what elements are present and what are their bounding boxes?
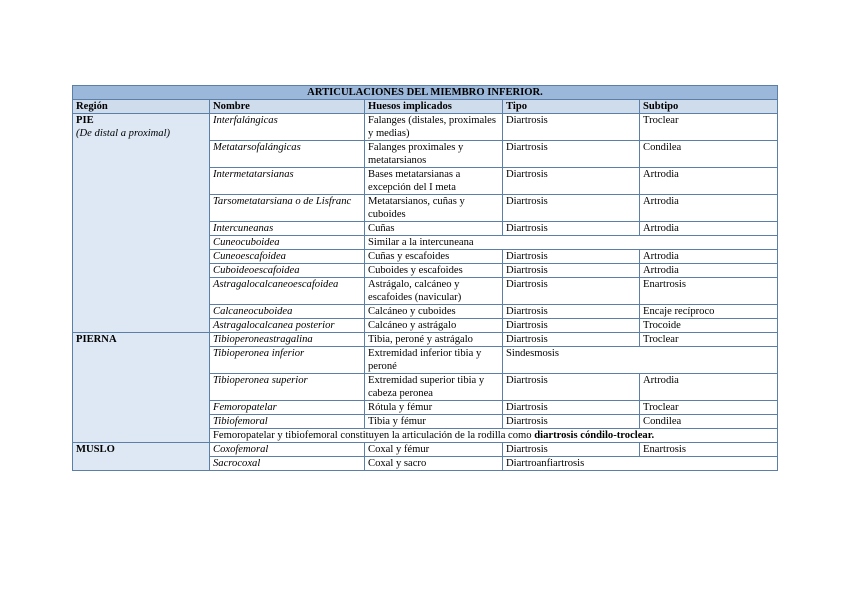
joint-name: Tibioperoneastragalina: [210, 333, 365, 347]
header-tipo: Tipo: [503, 100, 640, 114]
bones-cell: Rótula y fémur: [365, 401, 503, 415]
subtype-cell: Artrodia: [640, 264, 778, 278]
bones-cell: Calcáneo y cuboides: [365, 305, 503, 319]
type-cell: Diartrosis: [503, 333, 640, 347]
knee-note-cell: [210, 429, 778, 443]
header-huesos: Huesos implicados: [365, 100, 503, 114]
subtype-cell: Trocoide: [640, 319, 778, 333]
title-row: [73, 86, 778, 100]
joint-name: Femoropatelar: [210, 401, 365, 415]
region-cell: [73, 114, 210, 333]
subtype-cell: Condilea: [640, 141, 778, 168]
region-name: PIE: [76, 115, 94, 126]
subtype-cell: Artrodia: [640, 374, 778, 401]
header-nombre: Nombre: [210, 100, 365, 114]
bones-cell: Cuboides y escafoides: [365, 264, 503, 278]
table-row: [73, 443, 778, 457]
subtype-cell: Artrodia: [640, 250, 778, 264]
type-cell: Diartrosis: [503, 141, 640, 168]
knee-note-text: Femoropatelar y tibiofemoral constituyen la articulación de la rodilla como: [213, 430, 535, 441]
joint-name: Metatarsofalángicas: [210, 141, 365, 168]
bones-cell: Cuñas y escafoides: [365, 250, 503, 264]
joint-name: Astragalocalcanea posterior: [210, 319, 365, 333]
joint-name: Coxofemoral: [210, 443, 365, 457]
joint-name: Cuneocuboidea: [210, 236, 365, 250]
joint-name: Tarsometatarsiana o de Lisfranc: [210, 195, 365, 222]
type-cell: Diartrosis: [503, 278, 640, 305]
bones-cell: Falanges proximales y metatarsianos: [365, 141, 503, 168]
bones-cell: Similar a la intercuneana: [365, 236, 778, 250]
region-name: MUSLO: [76, 444, 115, 455]
joint-name: Calcaneocuboidea: [210, 305, 365, 319]
type-cell: Diartrosis: [503, 374, 640, 401]
header-region: Región: [73, 100, 210, 114]
bones-cell: Coxal y sacro: [365, 457, 503, 471]
joint-name: Sacrocoxal: [210, 457, 365, 471]
table-row: [73, 333, 778, 347]
joints-table: [72, 85, 778, 471]
bones-cell: Bases metatarsianas a excepción del I meta: [365, 168, 503, 195]
bones-cell: Extremidad superior tibia y cabeza peronea: [365, 374, 503, 401]
type-cell: Diartrosis: [503, 114, 640, 141]
type-cell: Diartrosis: [503, 264, 640, 278]
bones-cell: Extremidad inferior tibia y peroné: [365, 347, 503, 374]
bones-cell: Astrágalo, calcáneo y escafoides (navicular): [365, 278, 503, 305]
knee-note-bold: diartrosis cóndilo-troclear.: [534, 430, 655, 441]
type-cell: Diartrosis: [503, 415, 640, 429]
type-cell: Diartrosis: [503, 168, 640, 195]
subtype-cell: Artrodia: [640, 222, 778, 236]
joint-name: Tibioperonea inferior: [210, 347, 365, 374]
joint-name: Interfalángicas: [210, 114, 365, 141]
type-cell: Diartrosis: [503, 305, 640, 319]
type-cell: Diartrosis: [503, 401, 640, 415]
bones-cell: Coxal y fémur: [365, 443, 503, 457]
subtype-cell: Condilea: [640, 415, 778, 429]
region-subtitle: (De distal a proximal): [76, 128, 171, 139]
type-cell: Diartrosis: [503, 222, 640, 236]
type-cell: Diartrosis: [503, 250, 640, 264]
table-row: [73, 114, 778, 141]
joint-name: Tibioperonea superior: [210, 374, 365, 401]
bones-cell: Tibia, peroné y astrágalo: [365, 333, 503, 347]
joint-name: Intermetatarsianas: [210, 168, 365, 195]
table-body: [73, 114, 778, 471]
region-cell: [73, 333, 210, 443]
header-row: [73, 100, 778, 114]
subtype-cell: Troclear: [640, 114, 778, 141]
bones-cell: Cuñas: [365, 222, 503, 236]
bones-cell: Metatarsianos, cuñas y cuboides: [365, 195, 503, 222]
bones-cell: Falanges (distales, proximales y medias): [365, 114, 503, 141]
subtype-cell: Encaje recíproco: [640, 305, 778, 319]
region-name: PIERNA: [76, 334, 117, 345]
subtype-cell: Troclear: [640, 333, 778, 347]
header-subtipo: Subtipo: [640, 100, 778, 114]
subtype-cell: Troclear: [640, 401, 778, 415]
joint-name: Tibiofemoral: [210, 415, 365, 429]
bones-cell: Calcáneo y astrágalo: [365, 319, 503, 333]
type-cell: Diartrosis: [503, 443, 640, 457]
type-cell: Diartroanfiartrosis: [503, 457, 778, 471]
subtype-cell: Artrodia: [640, 168, 778, 195]
subtype-cell: Artrodia: [640, 195, 778, 222]
type-cell: Diartrosis: [503, 319, 640, 333]
table-title: ARTICULACIONES DEL MIEMBRO INFERIOR.: [73, 86, 778, 100]
joint-name: Cuneoescafoidea: [210, 250, 365, 264]
region-cell: [73, 443, 210, 471]
type-cell: Sindesmosis: [503, 347, 778, 374]
joint-name: Astragalocalcaneoescafoidea: [210, 278, 365, 305]
subtype-cell: Enartrosis: [640, 278, 778, 305]
type-cell: Diartrosis: [503, 195, 640, 222]
bones-cell: Tibia y fémur: [365, 415, 503, 429]
joint-name: Cuboideoescafoidea: [210, 264, 365, 278]
subtype-cell: Enartrosis: [640, 443, 778, 457]
joint-name: Intercuneanas: [210, 222, 365, 236]
